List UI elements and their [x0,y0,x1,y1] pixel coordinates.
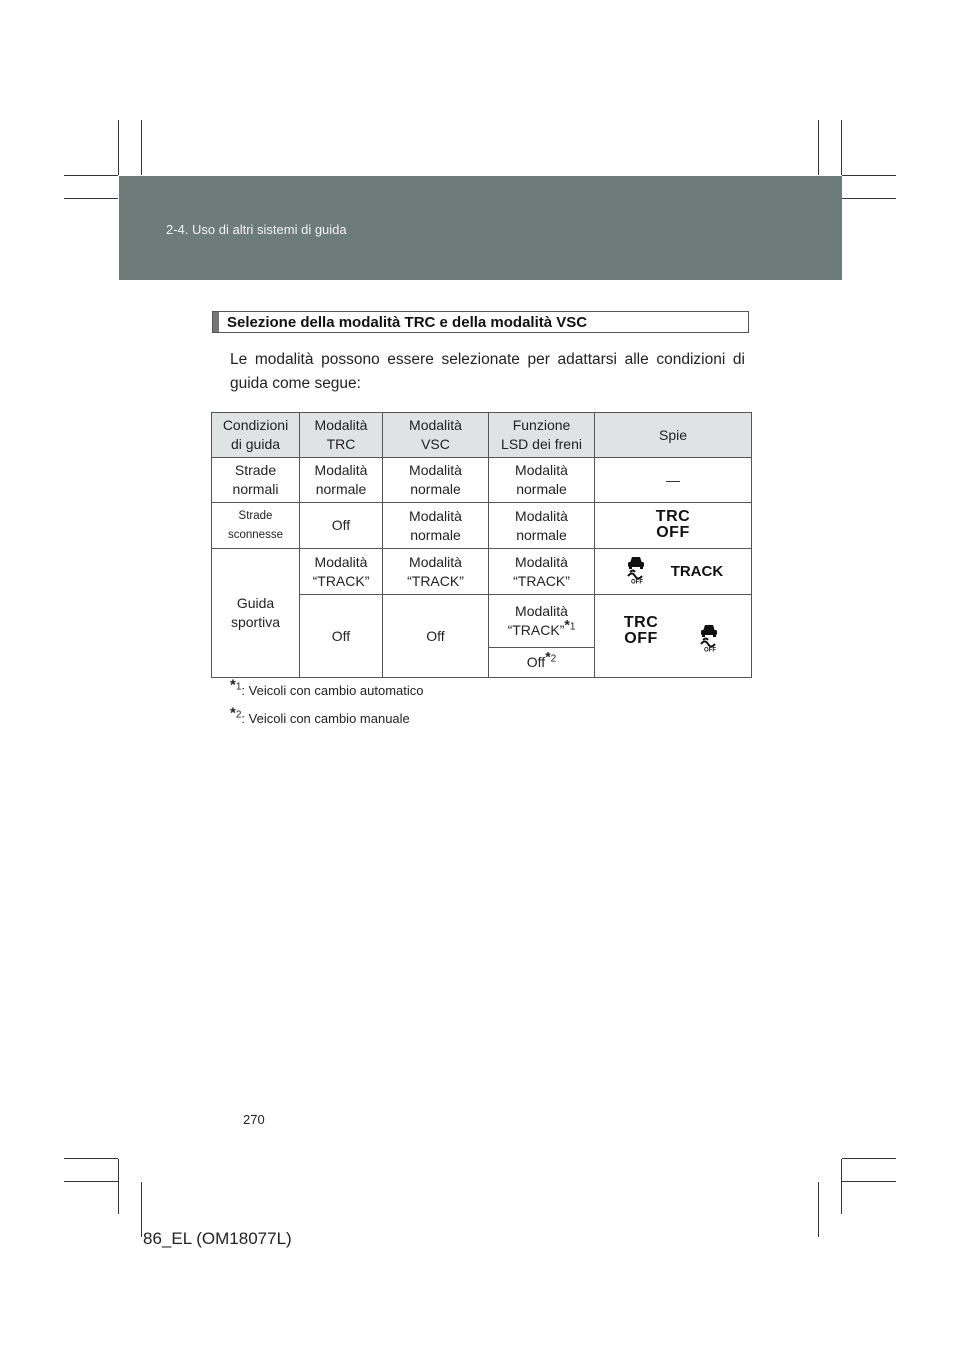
crop-mark [141,120,142,175]
header-lights: Spie [595,413,752,458]
table-row [212,458,752,503]
title-accent-bar [213,312,219,332]
section-title: Selezione della modalità TRC e della modalità VSC [227,314,588,331]
trc-off-icon: TRC OFF [623,614,659,648]
cell-conditions: Strade sconnesse [212,503,300,549]
cell-vsc: Modalità “TRACK” [383,549,489,595]
track-indicator-text: TRACK [670,563,724,580]
cell-trc: Off [300,595,383,678]
crop-mark [141,1182,142,1237]
table-row [212,503,752,549]
footnote [230,704,410,726]
crop-mark [64,1158,118,1159]
vsc-off-icon [623,554,649,589]
cell-trc: Off [300,503,383,549]
crop-mark [841,120,842,175]
cell-conditions: Strade normali [212,458,300,503]
crop-mark [818,1182,819,1237]
intro-paragraph: Le modalità possono essere selezionate per adattarsi alle condizioni di guida come segue: [230,351,745,392]
modes-table [211,412,752,678]
cell-lsd: Modalità “TRACK” [489,549,595,595]
svg-text:OFF: OFF [630,579,643,584]
crop-mark [118,120,119,175]
cell-lsd [489,648,595,678]
crop-mark [841,1159,842,1214]
crop-mark [842,1181,896,1182]
footnote-text: : Veicoli con cambio manuale [241,711,410,726]
trc-off-icon: TRC OFF [655,508,691,541]
footnote-marker: * [230,676,236,694]
cell-conditions: Guida sportiva [212,549,300,678]
section-title-box [212,311,749,333]
cell-lights [595,503,752,549]
cell-vsc: Modalità normale [383,458,489,503]
lsd-off-text: Off [526,654,546,670]
footnote-marker: * [564,616,570,633]
crop-mark [64,1181,118,1182]
section-label: 2-4. Uso di altri sistemi di guida [166,222,347,237]
lsd-track-text: Modalità “TRACK” [507,603,568,638]
document-code: 86_EL (OM18077L) [143,1229,292,1248]
crop-mark [842,175,896,176]
footnote-marker: * [545,648,551,665]
footnote-text: : Veicoli con cambio automatico [241,683,424,698]
footnote-marker: * [230,704,236,722]
table-header-row [212,413,752,458]
cell-vsc: Off [383,595,489,678]
cell-trc: Modalità normale [300,458,383,503]
page-number: 270 [243,1112,265,1127]
header-conditions: Condizioni di guida [212,413,300,458]
cell-lights [595,595,752,678]
table-row [212,549,752,595]
svg-text:OFF: OFF [704,647,717,652]
cell-trc: Modalità “TRACK” [300,549,383,595]
crop-mark [842,198,896,199]
footnote-number: 1 [235,681,242,693]
footnote-number: 2 [550,653,557,665]
cell-lights: — [595,458,752,503]
footnote-number: 1 [569,621,576,633]
crop-mark [118,1159,119,1214]
cell-lights [595,549,752,595]
crop-mark [818,120,819,175]
header-trc: Modalità TRC [300,413,383,458]
vsc-off-icon [696,622,722,657]
crop-mark [64,198,118,199]
cell-lsd [489,595,595,648]
crop-mark [64,175,118,176]
footnote [230,676,424,698]
cell-lsd: Modalità normale [489,503,595,549]
header-lsd: Funzione LSD dei freni [489,413,595,458]
crop-mark [842,1158,896,1159]
cell-lsd: Modalità normale [489,458,595,503]
cell-vsc: Modalità normale [383,503,489,549]
header-vsc: Modalità VSC [383,413,489,458]
footnote-number: 2 [235,709,242,721]
